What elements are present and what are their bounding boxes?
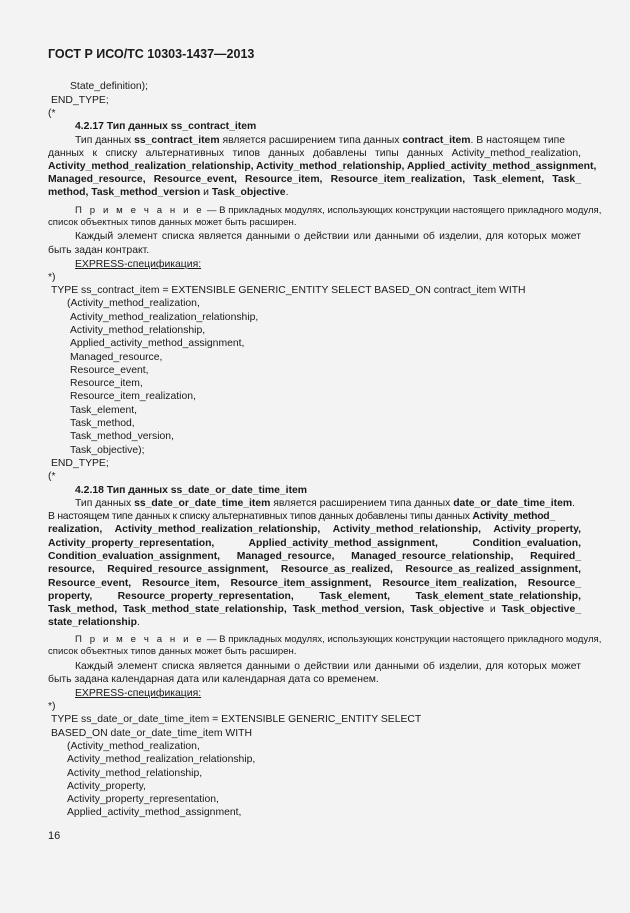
paragraph-line: быть задан контракт. [48,245,150,256]
code-line: (Activity_method_realization, [67,298,200,309]
paragraph-line: В настоящем типе данных к списку альтернативных типов данных добавлены типы данных Activity_method_ [48,511,555,522]
code-line: Activity_property_representation, [67,794,219,805]
paragraph-line: быть задана календарная дата или календарная дата со временем. [48,674,379,685]
code-line: (* [48,471,56,482]
code-line: TYPE ss_date_or_date_time_item = EXTENSIBLE GENERIC_ENTITY SELECT [51,714,422,725]
code-line: Resource_event, [70,365,149,376]
paragraph-line: Task_method, Task_method_state_relationship, Task_method_version, Task_objective и Task_objective_ [48,604,582,615]
note-line: список объектных типов данных может быть расширен. [48,646,297,657]
express-label: EXPRESS-спецификация: [75,688,202,699]
paragraph-line: Тип данных ss_contract_item является расширением типа данных contract_item. В настоящем типе [75,135,566,146]
code-line: *) [48,272,56,283]
code-line: Managed_resource, [70,352,163,363]
code-line: Task_method, [70,418,135,429]
code-line: Activity_method_relationship, [70,325,206,336]
paragraph-line: method, Task_method_version и Task_objective. [48,187,289,198]
code-line: TYPE ss_contract_item = EXTENSIBLE GENERIC_ENTITY SELECT BASED_ON contract_item WITH [51,285,526,296]
page-header: ГОСТ Р ИСО/ТС 10303-1437—2013 [48,47,255,61]
paragraph-line: Каждый элемент списка является данными о действии или данными об изделии, для которых может [75,231,581,242]
code-line: Task_method_version, [70,431,174,442]
paragraph-line: Activity_method_realization_relationship, Activity_method_relationship, Applied_activity_method_assignment, [48,161,597,172]
code-line: State_definition); [70,81,148,92]
code-line: (* [48,108,56,119]
paragraph-line: property, Resource_property_representation, Task_element, Task_element_state_relationship, [48,591,581,602]
code-line: Applied_activity_method_assignment, [67,807,242,818]
code-line: END_TYPE; [51,95,109,106]
paragraph-line: Каждый элемент списка является данными о действии или данными об изделии, для которых может [75,661,581,672]
note-line: П р и м е ч а н и е — В прикладных модулях, использующих конструкции настоящего прикладного модуля, [75,634,602,645]
paragraph-line: realization, Activity_method_realization_relationship, Activity_method_relationship, Activity_property, [48,524,581,535]
section-heading: 4.2.17 Тип данных ss_contract_item [75,121,257,132]
page-number: 16 [48,830,61,842]
code-line: Task_element, [70,405,137,416]
code-line: Activity_method_realization_relationship, [67,754,256,765]
express-label: EXPRESS-спецификация: [75,259,202,270]
code-line: Activity_method_relationship, [67,768,203,779]
code-line: *) [48,701,56,712]
note-line: список объектных типов данных может быть расширен. [48,217,297,228]
paragraph-line: Activity_property_representation, Applied_activity_method_assignment, Condition_evaluation, [48,538,581,549]
section-heading: 4.2.18 Тип данных ss_date_or_date_time_item [75,485,308,496]
code-line: Activity_method_realization_relationship, [70,312,259,323]
paragraph-line: Condition_evaluation_assignment, Managed_resource, Managed_resource_relationship, Required_ [48,551,581,562]
paragraph-line: данных к списку альтернативных типов данных добавлены типы данных Activity_method_realization, [48,148,581,159]
code-line: BASED_ON date_or_date_time_item WITH [51,728,252,739]
code-line: (Activity_method_realization, [67,741,200,752]
paragraph-line: Resource_event, Resource_item, Resource_item_assignment, Resource_item_realization, Resource_ [48,578,581,589]
paragraph-line: resource, Required_resource_assignment, Resource_as_realized, Resource_as_realized_assignment, [48,564,581,575]
code-line: Resource_item, [70,378,143,389]
paragraph-line: state_relationship. [48,617,140,628]
paragraph-line: Тип данных ss_date_or_date_time_item является расширением типа данных date_or_date_time_item. [75,498,576,509]
code-line: Task_objective); [70,445,145,456]
code-line: Applied_activity_method_assignment, [70,338,245,349]
code-line: END_TYPE; [51,458,109,469]
note-line: П р и м е ч а н и е — В прикладных модулях, использующих конструкции настоящего прикладного модуля, [75,205,602,216]
code-line: Activity_property, [67,781,146,792]
code-line: Resource_item_realization, [70,391,196,402]
paragraph-line: Managed_resource, Resource_event, Resource_item, Resource_item_realization, Task_element, Task_ [48,174,581,185]
